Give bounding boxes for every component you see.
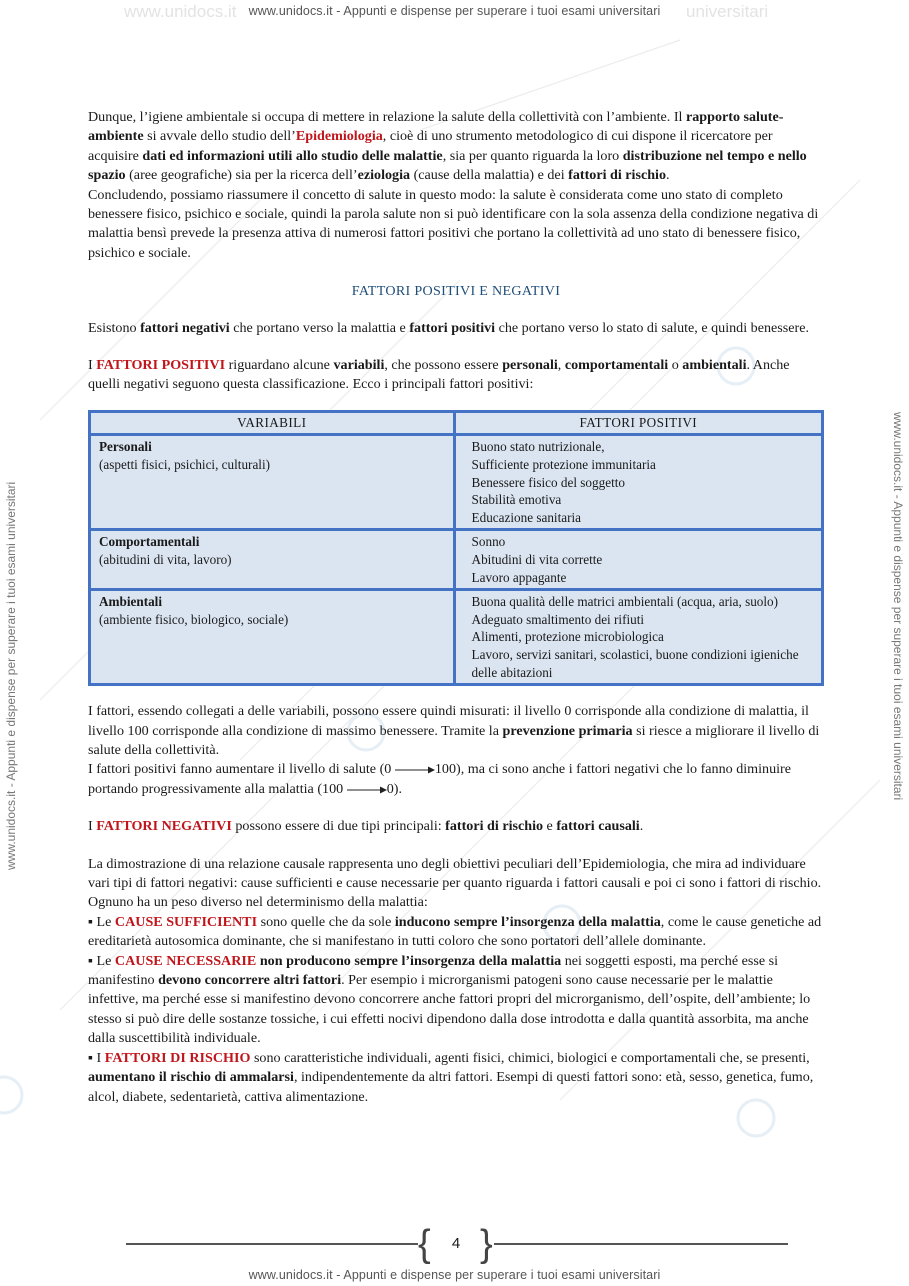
watermark-bottom: www.unidocs.it - Appunti e dispense per superare i tuoi esami universitari [248,1268,661,1282]
footer-rule-right [494,1243,788,1245]
footer-rule-left [126,1243,418,1245]
variable-cell: Ambientali (ambiente fisico, biologico, sociale) [90,590,455,685]
watermark-right: www.unidocs.it - Appunti e dispense per superare i tuoi esami universitari [891,412,905,801]
right-arrow-icon [395,765,435,775]
paragraph-fattori-negativi: I FATTORI NEGATIVI possono essere di due tipi principali: fattori di rischio e fattori causali. [88,818,644,835]
table-row [90,530,823,590]
variable-cell: Comportamentali (abitudini di vita, lavoro) [90,530,455,590]
watermark-left: www.unidocs.it - Appunti e dispense per superare i tuoi esami universitari [4,481,18,870]
table-header-variabili: VARIABILI [90,411,455,435]
watermark-ghost-right: universitari [686,2,769,21]
table-row [90,435,823,530]
watermark-top: www.unidocs.it - Appunti e dispense per superare i tuoi esami universitari [248,4,661,18]
table-header-fattori: FATTORI POSITIVI [454,411,822,435]
bullet-cause-sufficienti: ▪ Le CAUSE SUFFICIENTI sono quelle che da sole inducono sempre l’insorgenza della malattia, come le cause genetiche ad ereditarietà autosomica dominante, che si manifestano in tutti coloro che sono portatori dell’allele dominante. [88,913,822,950]
footer-brace-left: { [418,1223,431,1265]
paragraph-livelli: I fattori positivi fanno aumentare il livello di salute (0 100), ma ci sono anche i fattori negativi che lo fanno diminuire portando progressivamente alla malattia (100 0). [88,761,792,797]
positive-factors-table [88,410,824,686]
paragraph-fattori-positivi: I FATTORI POSITIVI riguardano alcune variabili, che possono essere personali, comportamentali o ambientali. Anche quelli negativi seguono questa classificazione. Ecco i principali fattori positivi: [88,357,790,393]
paragraph-relazione-causale: La dimostrazione di una relazione causale rappresenta uno degli obiettivi peculiari dell’Epidemiologia, che mira ad individuare vari tipi di fattori negativi: cause sufficienti e cause necessarie per quanto riguarda i fattori causali e poi ci sono i fattori di rischio. Ognuno ha un peso diverso nel determinismo della malattia: [88,855,822,911]
watermark-ghost-left: www.unidocs.it [124,2,237,21]
paragraph-concludendo: Concludendo, possiamo riassumere il concetto di salute in questo modo: la salute è considerata come uno stato di completo benessere fisico, psichico e sociale, quindi la parola salute non si può identificare con la sola assenza della condizione negativa di malattia bensì prevede la presenza attiva di numerosi fattori positivi che portano la collettività ad uno stato di benessere fisico, psichico e sociale. [88,186,819,261]
paragraph-esistono: Esistono fattori negativi che portano verso la malattia e fattori positivi che portano verso lo stato di salute, e quindi benessere. [88,319,809,336]
paragraph-igiene-ambientale: Dunque, l’igiene ambientale si occupa di mettere in relazione la salute della collettività con l’ambiente. Il rapporto salute-ambiente si avvale dello studio dell’Epidemiologia, cioè di uno strumento metodologico di cui dispone il ricercatore per acquisire dati ed informazioni utili allo studio delle malattie, sia per quanto riguarda la loro distribuzione nel tempo e nello spazio (aree geografiche) sia per la ricerca dell’eziologia (cause della malattia) e dei fattori di rischio. [88,109,807,184]
factors-cell: Sonno Abitudini di vita corrette Lavoro appagante [454,530,822,590]
bullet-cause-necessarie: ▪ Le CAUSE NECESSARIE non producono sempre l’insorgenza della malattia nei soggetti esposti, ma perché esse si manifestino devono concorrere altri fattori. Per esempio i microrganismi patogeni sono cause necessarie per le malattie infettive, ma perché esse si manifestino devono concorrere anche fattori propri del microrganismo, dell’ospite, dell’ambiente; lo stesso si può dire delle sostanze tossiche, i cui effetti nocivi dipendono dalla dose introdotta e dalla quantità assorbita, ma anche dalla suscettibilità individuale. [88,952,811,1047]
section-heading: FATTORI POSITIVI E NEGATIVI [351,283,561,300]
table-row [90,590,823,685]
paragraph-misurazione: I fattori, essendo collegati a delle variabili, possono essere quindi misurati: il livello 0 corrisponde alla condizione di malattia, il livello 100 corrisponde alla condizione di massimo benessere. Tramite la prevenzione primaria si riesce a migliorare il livello di salute della collettività. [88,703,820,758]
factors-cell: Buono stato nutrizionale, Sufficiente protezione immunitaria Benessere fisico del soggetto Stabilità emotiva Educazione sanitaria [454,435,822,530]
variable-cell: Personali (aspetti fisici, psichici, culturali) [90,435,455,530]
page-number: 4 [451,1235,461,1252]
footer-brace-right: } [480,1223,493,1265]
bullet-fattori-di-rischio: ▪ I FATTORI DI RISCHIO sono caratteristiche individuali, agenti fisici, chimici, biologici e comportamentali che, se presenti, aumentano il rischio di ammalarsi, indipendentemente da altri fattori. Esempi di questi fattori sono: età, sesso, genetica, fumo, alcol, diabete, sedentarietà, cattiva alimentazione. [88,1049,814,1105]
table-header-row [90,411,823,435]
factors-cell: Buona qualità delle matrici ambientali (acqua, aria, suolo) Adeguato smaltimento dei rifiuti Alimenti, protezione microbiologica Lavoro, servizi sanitari, scolastici, buone condizioni igieniche delle abitazioni [454,590,822,685]
page-content [88,108,824,1107]
right-arrow-icon [347,785,387,795]
